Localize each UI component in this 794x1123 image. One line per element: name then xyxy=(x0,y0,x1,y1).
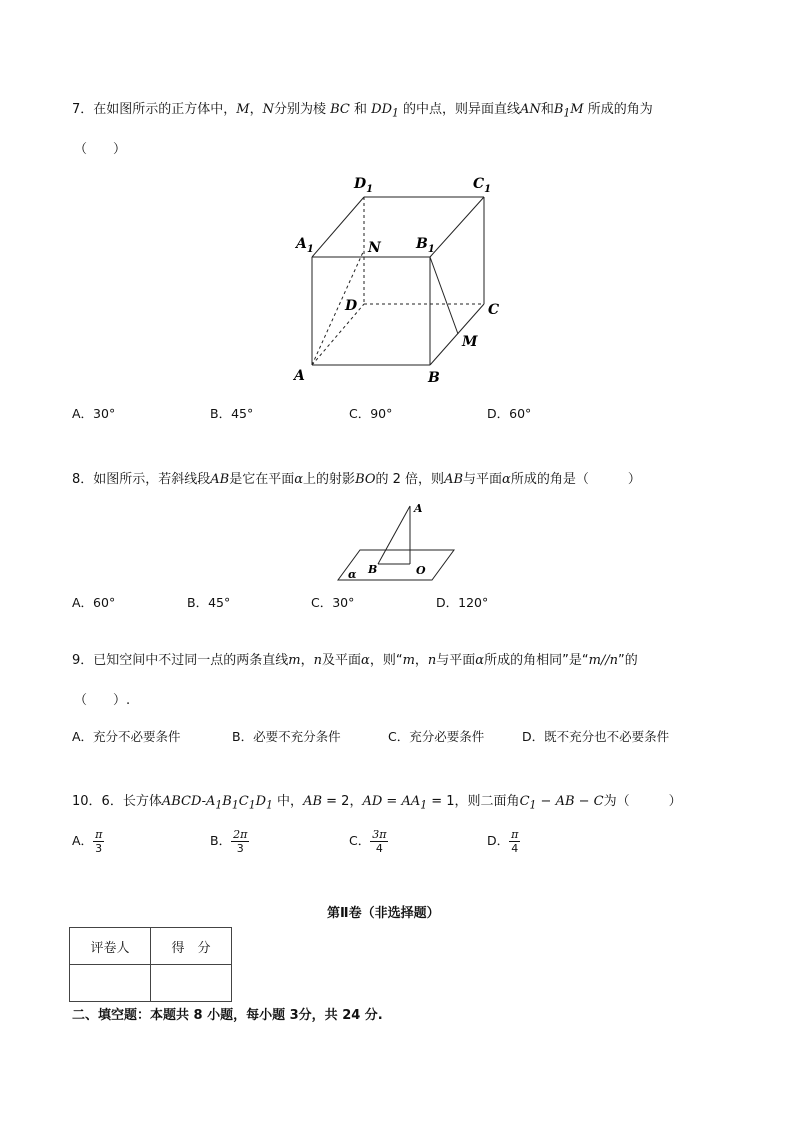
section-heading: 二、填空题：本题共 8 小题，每小题 3分，共 24 分. xyxy=(72,1008,383,1023)
label-A: A xyxy=(414,502,423,515)
label-O: O xyxy=(416,564,426,577)
q9-option-b[interactable]: B．必要不充分条件 xyxy=(232,729,341,744)
label-B: B xyxy=(428,370,440,386)
q7-option-b[interactable]: B．45° xyxy=(210,406,254,421)
label-C: C xyxy=(488,302,500,318)
q7-option-d[interactable]: D．60° xyxy=(487,406,532,421)
fraction: $\frac{\pi}{4}$ xyxy=(511,828,519,855)
q7-answer-paren: （ ） xyxy=(74,142,127,157)
label-C1: $C_1$ xyxy=(473,176,492,195)
label-M: M xyxy=(462,334,478,350)
q7-option-a[interactable]: A．30° xyxy=(72,406,116,421)
fraction: $\frac{3\pi}{4}$ xyxy=(372,828,387,855)
label-D1: $D_1$ xyxy=(354,176,374,195)
q7-stem: 7．在如图所示的正方体中，M，N分别为棱 BC 和 $DD_1$ 的中点，则异面直线AN和$B_1M$ 所成的角为 xyxy=(72,102,653,120)
grader-cell[interactable] xyxy=(70,965,151,1002)
label-D: D xyxy=(345,298,358,314)
q10-option-c[interactable]: C． $\frac{3\pi}{4}$ xyxy=(349,828,387,855)
q10-option-a[interactable]: A． $\frac{\pi}{3}$ xyxy=(72,828,103,855)
label-alpha: α xyxy=(348,568,357,581)
q10-stem: 10．6．长方体ABCD-$A_1B_1C_1D_1$ 中，AB = 2，AD = $AA_1 = 1$，则二面角$C_1$ − AB − C为（ ） xyxy=(72,794,682,812)
grader-header: 评卷人 xyxy=(70,928,151,965)
label-B: B xyxy=(368,563,378,576)
score-cell[interactable] xyxy=(151,965,232,1002)
q7-option-c[interactable]: C．90° xyxy=(349,406,393,421)
label-N: N xyxy=(368,240,381,256)
q9-option-d[interactable]: D．既不充分也不必要条件 xyxy=(522,729,670,744)
cube-figure xyxy=(290,170,520,390)
q9-answer-paren: （ ）. xyxy=(74,693,131,708)
q8-stem: 8．如图所示，若斜线段AB是它在平面α上的射影BO的 2 倍，则AB与平面α所成的角是（ ） xyxy=(72,472,641,487)
label-A1: $A_1$ xyxy=(296,236,314,255)
fraction: $\frac{\pi}{3}$ xyxy=(95,828,103,855)
q8-option-c[interactable]: C．30° xyxy=(311,595,355,610)
q9-stem: 9．已知空间中不过同一点的两条直线m，n及平面α，则“m，n与平面α所成的角相同”是“m//n”的 xyxy=(72,653,638,668)
q8-option-d[interactable]: D．120° xyxy=(436,595,489,610)
plane-figure xyxy=(334,500,464,590)
q10-option-d[interactable]: D． $\frac{\pi}{4}$ xyxy=(487,828,519,855)
score-table xyxy=(69,927,232,1002)
q8-option-a[interactable]: A．60° xyxy=(72,595,116,610)
label-B1: $B_1$ xyxy=(416,236,435,255)
q9-option-c[interactable]: C．充分必要条件 xyxy=(388,729,485,744)
label-A: A xyxy=(294,368,305,384)
q9-option-a[interactable]: A．充分不必要条件 xyxy=(72,729,181,744)
section-title: 第Ⅱ卷（非选择题） xyxy=(327,906,440,921)
fraction: $\frac{2\pi}{3}$ xyxy=(233,828,248,855)
q8-option-b[interactable]: B．45° xyxy=(187,595,231,610)
q10-option-b[interactable]: B． $\frac{2\pi}{3}$ xyxy=(210,828,248,855)
score-header: 得 分 xyxy=(151,928,232,965)
